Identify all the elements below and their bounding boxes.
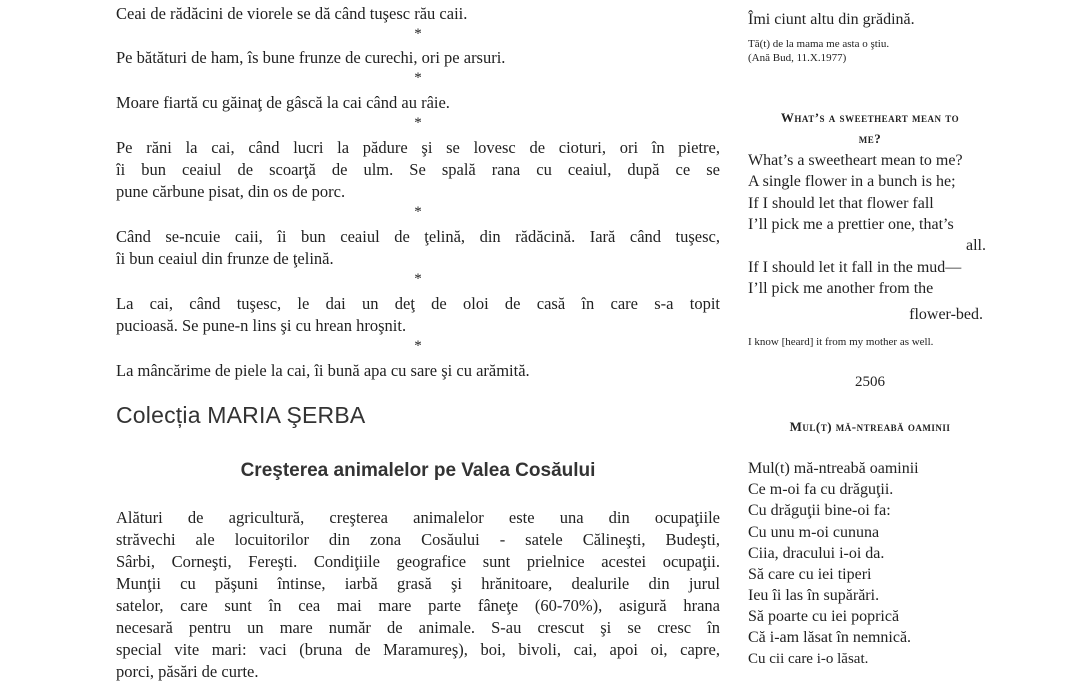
verse-line: If I should let it fall in the mud— — [748, 259, 962, 276]
text-line: Când se-ncuie caii, îi bun ceaiul de ţelină, din rădăcină. Iară când tuşesc, — [116, 227, 720, 246]
verse-line: A single flower in a bunch is he; — [748, 173, 956, 190]
verse-line: If I should let that flower fall — [748, 195, 934, 212]
verse-line: Ce m-oi fa cu drăguţii. — [748, 481, 894, 498]
song-number: 2506 — [855, 374, 885, 390]
text-line: îi bun ceaiul de scoarţă de ulm. Se spală rana cu ceaiul, după ce se — [116, 160, 720, 179]
separator-star: * — [414, 271, 422, 287]
text-line: Pe bătături de ham, îs bune frunze de curechi, ori pe arsuri. — [116, 48, 506, 67]
song-title-mult: Mul(t) mă-ntreabă oaminii — [789, 419, 951, 434]
text-line: Sârbi, Corneşti, Fereşti. Condiţiile geografice sunt prielnice acestei ocupaţii. — [116, 552, 720, 571]
song-title-line: What’s a sweetheart mean to — [780, 110, 960, 125]
text-line: Pe răni la cai, când lucri la pădure şi se lovesc de cioturi, ori în pietre, — [116, 138, 720, 157]
remedy-paragraph-6 — [116, 293, 720, 337]
remedy-paragraph-5 — [116, 226, 720, 270]
text-line: special vite mari: vaci (bruna de Maramureş), boi, bivoli, cai, apoi oi, capre, — [116, 640, 720, 659]
verse-line: Cu unu m-oi cununa — [748, 524, 880, 541]
verse-line: Mul(t) mă-ntreabă oaminii — [748, 460, 919, 477]
text-line: pucioasă. Se pune-n lins şi cu hrean hroşnit. — [116, 316, 407, 335]
intro-paragraph — [116, 507, 720, 683]
remedy-paragraph-2 — [116, 47, 720, 69]
source-note: I know [heard] it from my mother as well. — [748, 336, 934, 348]
verse-line: Să poarte cu iei poprică — [748, 608, 900, 625]
text-line: satelor, care sunt în cea mai mare parte fâneţe (60-70%), asigură hrana — [116, 596, 720, 615]
source-note: (Ană Bud, 11.X.1977) — [748, 52, 847, 64]
verse-line-continuation: all. — [966, 237, 986, 254]
verse-line: I’ll pick me a prettier one, that’s — [748, 216, 954, 233]
text-line: îi bun ceaiul din frunze de ţelină. — [116, 249, 334, 268]
verse-line: Cu cii care i-o lăsat. — [748, 651, 869, 667]
separator-star: * — [414, 115, 422, 131]
section-title: Creşterea animalelor pe Valea Cosăului — [240, 460, 596, 481]
text-line: Alături de agricultură, creşterea animalelor este una din ocupaţiile — [116, 508, 720, 527]
verse-line: Cu drăguţii bine-oi fa: — [748, 502, 891, 519]
verse-line: Ieu îi las în supărări. — [748, 587, 880, 604]
text-line: La cai, când tuşesc, le dai un deţ de oloi de casă în care s-a topit — [116, 294, 720, 313]
separator-star: * — [414, 26, 422, 42]
verse-line: I’ll pick me another from the — [748, 280, 934, 297]
text-line: porci, păsări de curte. — [116, 662, 259, 681]
remedy-paragraph-1 — [116, 3, 720, 25]
text-line: La mâncărime de piele la cai, îi bună apa cu sare şi cu arămită. — [116, 361, 530, 380]
verse-line: Îmi ciunt altu din grădină. — [748, 11, 915, 28]
text-line: necesară pentru un mare număr de animale. S-au crescut şi se cresc în — [116, 618, 720, 637]
verse-line-continuation: flower-bed. — [909, 306, 983, 323]
separator-star: * — [414, 204, 422, 220]
verse-line: What’s a sweetheart mean to me? — [748, 152, 963, 169]
remedy-paragraph-4 — [116, 137, 720, 203]
verse-line: Să care cu iei tiperi — [748, 566, 872, 583]
text-line: Munţii cu păşuni întinse, iarbă grasă şi hrănitoare, dealurile din jurul — [116, 574, 720, 593]
separator-star: * — [414, 70, 422, 86]
text-line: străvechi ale locuitorilor din zona Cosăului - satele Călineşti, Budeşti, — [116, 530, 720, 549]
text-line: Ceai de rădăcini de viorele se dă când tuşesc rău caii. — [116, 4, 468, 23]
source-note: Tă(t) de la mama me asta o ştiu. — [748, 38, 890, 50]
collection-title: Colecția MARIA ŞERBA — [116, 402, 366, 428]
song-title-sweetheart — [748, 107, 992, 149]
verse-line: Ciia, dracului i-oi da. — [748, 545, 885, 562]
separator-star: * — [414, 338, 422, 354]
remedy-paragraph-7 — [116, 360, 720, 382]
song-title-line: me? — [858, 131, 882, 146]
text-line: Moare fiartă cu găinaţ de gâscă la cai când au râie. — [116, 93, 450, 112]
verse-line: Că i-am lăsat în nemnică. — [748, 629, 912, 646]
text-line: pune cărbune pisat, din os de porc. — [116, 182, 346, 201]
remedy-paragraph-3 — [116, 92, 720, 114]
